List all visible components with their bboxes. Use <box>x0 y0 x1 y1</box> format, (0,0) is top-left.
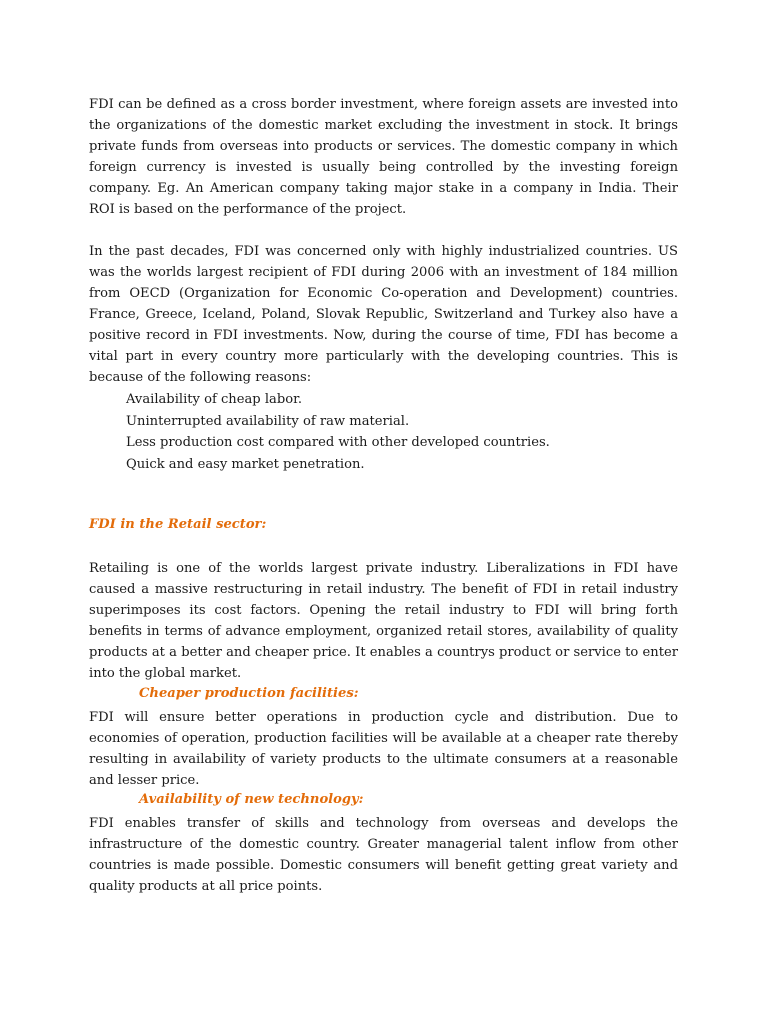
technology-section <box>89 813 678 897</box>
list-item: Quick and easy market penetration. <box>126 456 365 472</box>
list-item: Less production cost compared with other developed countries. <box>126 435 550 450</box>
intro-paragraph: FDI can be defined as a cross border investment, where foreign assets are invested into the organizations of the domestic market excluding the investment in stock. It brings private funds from overseas into products or services. The domestic company in which foreign currency is invested is usually being controlled by the investing foreign company. Eg. An American company taking major stake in a company in India. Their ROI is based on the performance of the project. <box>89 97 678 217</box>
retail-heading: FDI in the Retail sector: <box>89 517 267 532</box>
history-paragraph: In the past decades, FDI was concerned only with highly industrialized countries. US was the worlds largest recipient of FDI during 2006 with an investment of 184 million from OECD (Organization for Economic Co-operation and Development) countries. France, Greece, Iceland, Poland, Slovak Republic, Switzerland and Turkey also have a positive record in FDI investments. Now, during the course of time, FDI has become a vital part in every country more particularly with the developing countries. This is because of the following reasons: <box>89 244 678 385</box>
production-heading: Cheaper production facilities: <box>139 686 359 701</box>
retail-section <box>89 558 678 684</box>
technology-paragraph: FDI enables transfer of skills and technology from overseas and develops the infrastructure of the domestic country. Greater managerial talent inflow from other countries is made possible. Domestic consumers will benefit getting great variety and quality products at all price points. <box>89 816 678 894</box>
production-section <box>89 707 678 791</box>
list-item: Uninterrupted availability of raw material. <box>126 413 410 429</box>
history-section <box>89 241 678 388</box>
list-item: Availability of cheap labor. <box>126 392 303 407</box>
retail-paragraph: Retailing is one of the worlds largest private industry. Liberalizations in FDI have caused a massive restructuring in retail industry. The benefit of FDI in retail industry superimposes its cost factors. Opening the retail industry to FDI will bring forth benefits in terms of advance employment, organized retail stores, availability of quality products at a better and cheaper price. It enables a countrys product or service to enter into the global market. <box>89 561 678 681</box>
reasons-list <box>126 389 550 475</box>
production-paragraph: FDI will ensure better operations in production cycle and distribution. Due to economies of operation, production facilities will be available at a cheaper rate thereby resulting in availability of variety products to the ultimate consumers at a reasonable and lesser price. <box>89 710 678 788</box>
intro-section <box>89 94 678 220</box>
technology-heading: Availability of new technology: <box>139 792 364 807</box>
